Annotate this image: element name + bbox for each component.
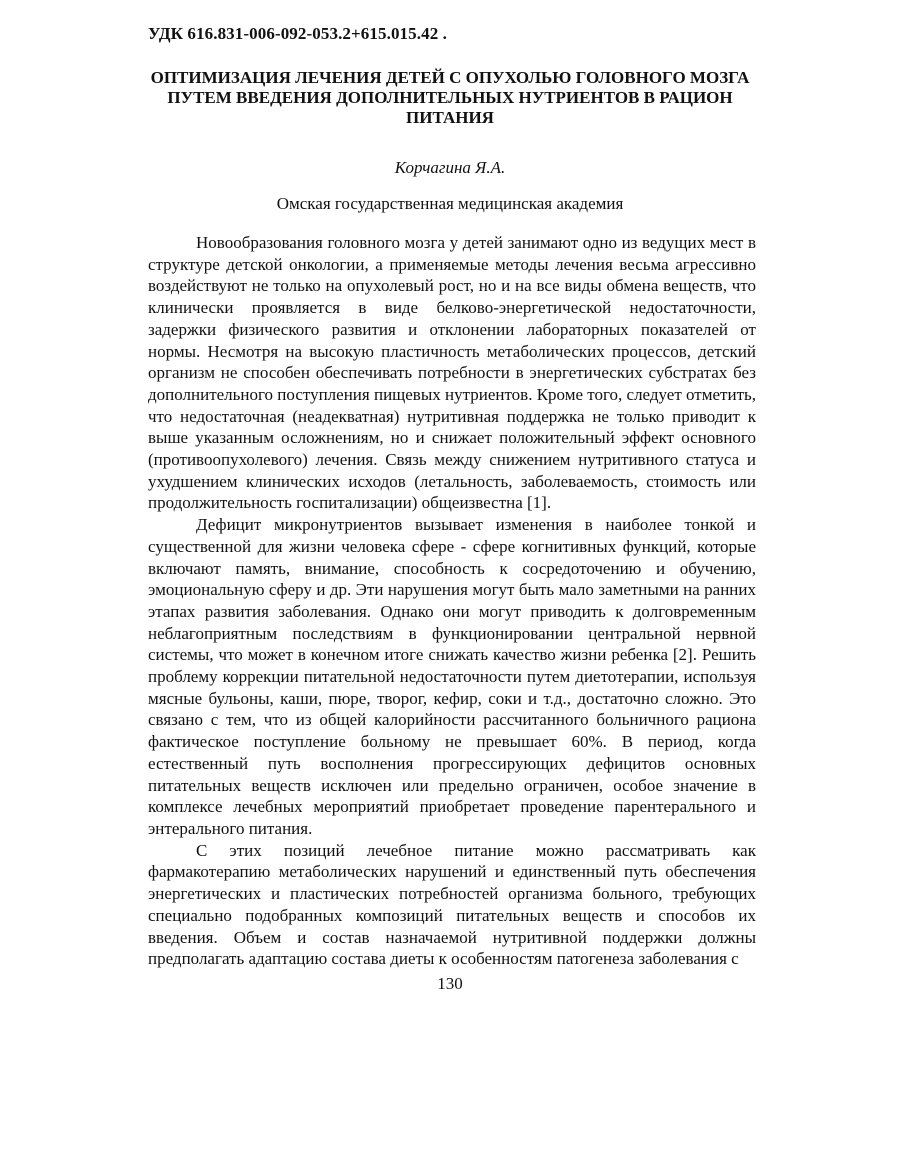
article-author: Корчагина Я.А.	[394, 158, 506, 177]
body-paragraph-2: Дефицит микронутриентов вызывает изменения в наиболее тонкой и существенной для жизни человека сфере - сфере когнитивных функций, которые включают память, внимание, способность к сосредоточению и обучению, эмоциональную сферу и др. Эти нарушения могут быть мало заметными на ранних этапах развития заболевания. Однако они могут приводить к долговременным неблагоприятным последствиям в функционировании центральной нервной системы, что может в конечном итоге снижать качество жизни ребенка [2]. Решить проблему коррекции питательной недостаточности путем диетотерапии, используя мясные бульоны, каши, пюре, творог, кефир, соки и т.д., достаточно сложно. Это связано с тем, что из общей калорийности рассчитанного больничного рациона фактическое поступление больному не превышает 60%. В период, когда естественный путь восполнения прогрессирующих дефицитов основных питательных веществ исключен или предельно ограничен, особое значение в комплексе лечебных мероприятий приобретает проведение парентерального и энтерального питания.	[148, 515, 756, 838]
body-paragraph-3: С этих позиций лечебное питание можно рассматривать как фармакотерапию метаболических нарушений и единственный путь обеспечения энергетических и пластических потребностей организма больного, требующих специально подобранных композиций питательных веществ и способов их введения. Объем и состав назначаемой нутритивной поддержки должны предполагать адаптацию состава диеты к особенностям патогенеза заболевания с	[148, 840, 756, 969]
udc-code: УДК 616.831-006-092-053.2+615.015.42 .	[148, 24, 448, 43]
page-number: 130	[437, 974, 463, 993]
article-title: ОПТИМИЗАЦИЯ ЛЕЧЕНИЯ ДЕТЕЙ С ОПУХОЛЬЮ ГОЛОВНОГО МОЗГА ПУТЕМ ВВЕДЕНИЯ ДОПОЛНИТЕЛЬНЫХ НУТРИЕНТОВ В РАЦИОН ПИТАНИЯ	[150, 68, 750, 127]
article-affiliation: Омская государственная медицинская академия	[276, 194, 624, 213]
article-body	[148, 232, 756, 970]
body-paragraph-1: Новообразования головного мозга у детей занимают одно из ведущих мест в структуре детской онкологии, а применяемые методы лечения весьма агрессивно воздействуют не только на опухолевый рост, но и на все виды обмена веществ, что клинически проявляется в виде белково-энергетической недостаточности, задержки физического развития и отклонении лабораторных показателей от нормы. Несмотря на высокую пластичность метаболических процессов, детский организм не способен обеспечивать потребности в энергетических субстратах без дополнительного поступления пищевых нутриентов. Кроме того, следует отметить, что недостаточная (неадекватная) нутритивная поддержка не только приводит к выше указанным осложнениям, но и снижает положительный эффект основного (противоопухолевого) лечения. Связь между снижением нутритивного статуса и ухудшением клинических исходов (летальность, заболеваемость, стоимость или продолжительность госпитализации) общеизвестна [1].	[148, 233, 756, 513]
